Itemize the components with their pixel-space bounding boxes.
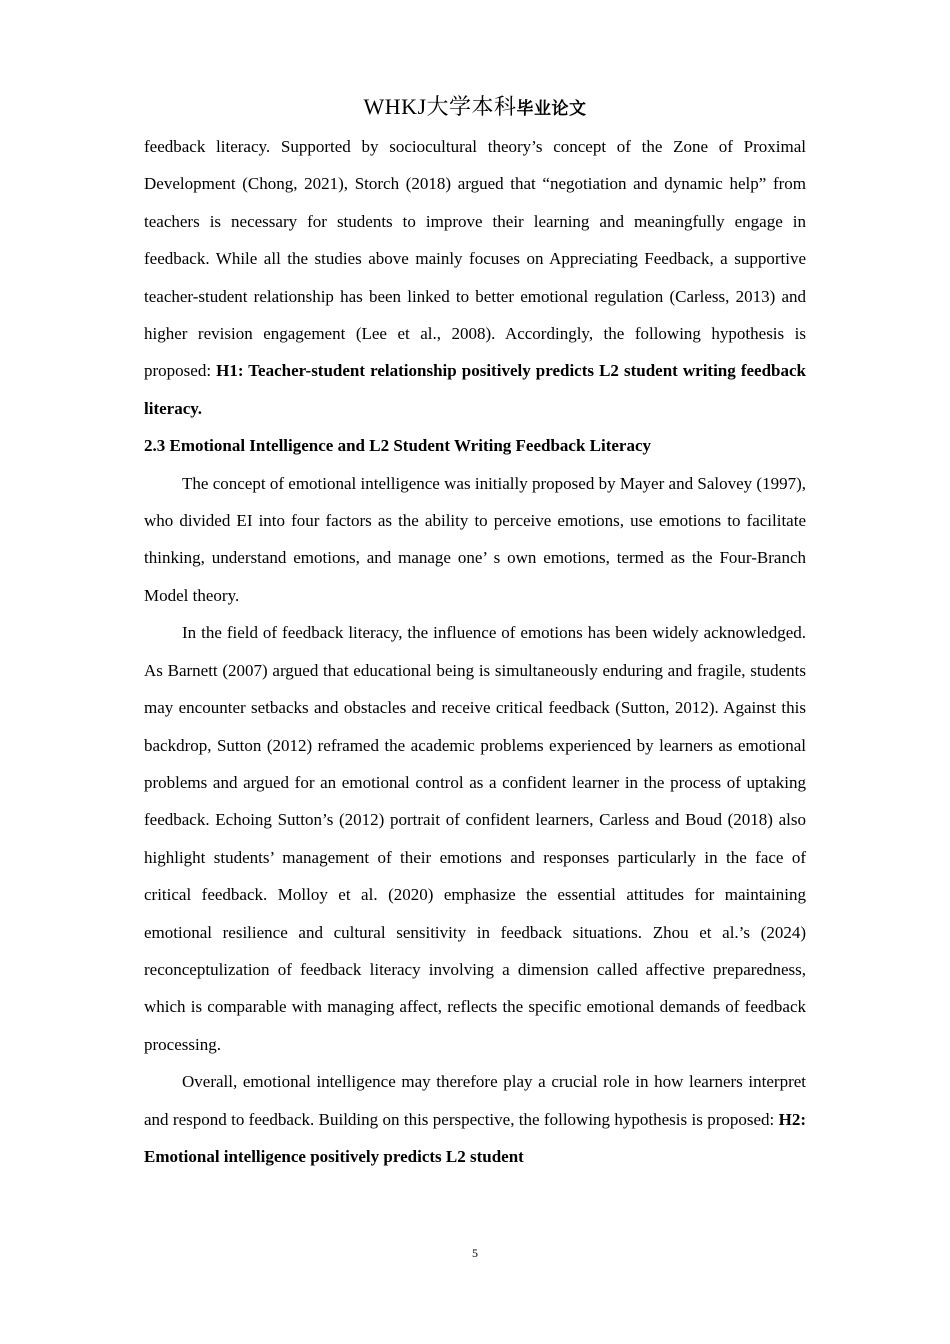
header-title-main: WHKJ大学本科 (363, 94, 517, 119)
page-header (0, 93, 950, 123)
body-text (144, 128, 806, 1175)
page-number: 5 (472, 1246, 478, 1260)
paragraph-4-text: Overall, emotional intelligence may therefore play a crucial role in how learners interpret and respond to feedback. Building on this perspective, the following hypothesis is proposed: (144, 1072, 806, 1129)
section-heading: 2.3 Emotional Intelligence and L2 Student Writing Feedback Literacy (144, 436, 652, 456)
paragraph-2: The concept of emotional intelligence was initially proposed by Mayer and Salovey (1997), who divided EI into four factors as the ability to perceive emotions, use emotions to facilitate thinking, understand emotions, and manage one’ s own emotions, termed as the Four-Branch Model theory. (144, 473, 806, 605)
paragraph-3: In the field of feedback literacy, the influence of emotions has been widely acknowledged. As Barnett (2007) argued that educational being is simultaneously enduring and fragile, students may encounter setbacks and obstacles and receive critical feedback (Sutton, 2012). Against this backdrop, Sutton (2012) reframed the academic problems experienced by learners as emotional problems and argued for an emotional control as a confident learner in the process of uptaking feedback. Echoing Sutton’s (2012) portrait of confident learners, Carless and Boud (2018) also highlight students’ management of their emotions and responses particularly in the face of critical feedback. Molloy et al. (2020) emphasize the essential attitudes for maintaining emotional resilience and cultural sensitivity in feedback situations. Zhou et al.’s (2024) reconceptulization of feedback literacy involving a dimension called affective preparedness, which is comparable with managing affect, reflects the specific emotional demands of feedback processing. (144, 623, 806, 1054)
paragraph-1-text: feedback literacy. Supported by sociocultural theory’s concept of the Zone of Proximal Development (Chong, 2021), Storch (2018) argued that “negotiation and dynamic help” from teachers is necessary for students to improve their learning and meaningfully engage in feedback. While all the studies above mainly focuses on Appreciating Feedback, a supportive teacher-student relationship has been linked to better emotional regulation (Carless, 2013) and higher revision engagement (Lee et al., 2008). Accordingly, the following hypothesis is proposed: (144, 137, 806, 381)
hypothesis-h2: H2: Emotional intelligence positively predicts L2 student (144, 1109, 806, 1166)
paragraph-1 (144, 128, 806, 427)
header-title-bold: 毕业论文 (516, 99, 587, 119)
paragraph-4 (144, 1063, 806, 1175)
hypothesis-h1: H1: Teacher-student relationship positively predicts L2 student writing feedback literacy. (144, 361, 806, 418)
